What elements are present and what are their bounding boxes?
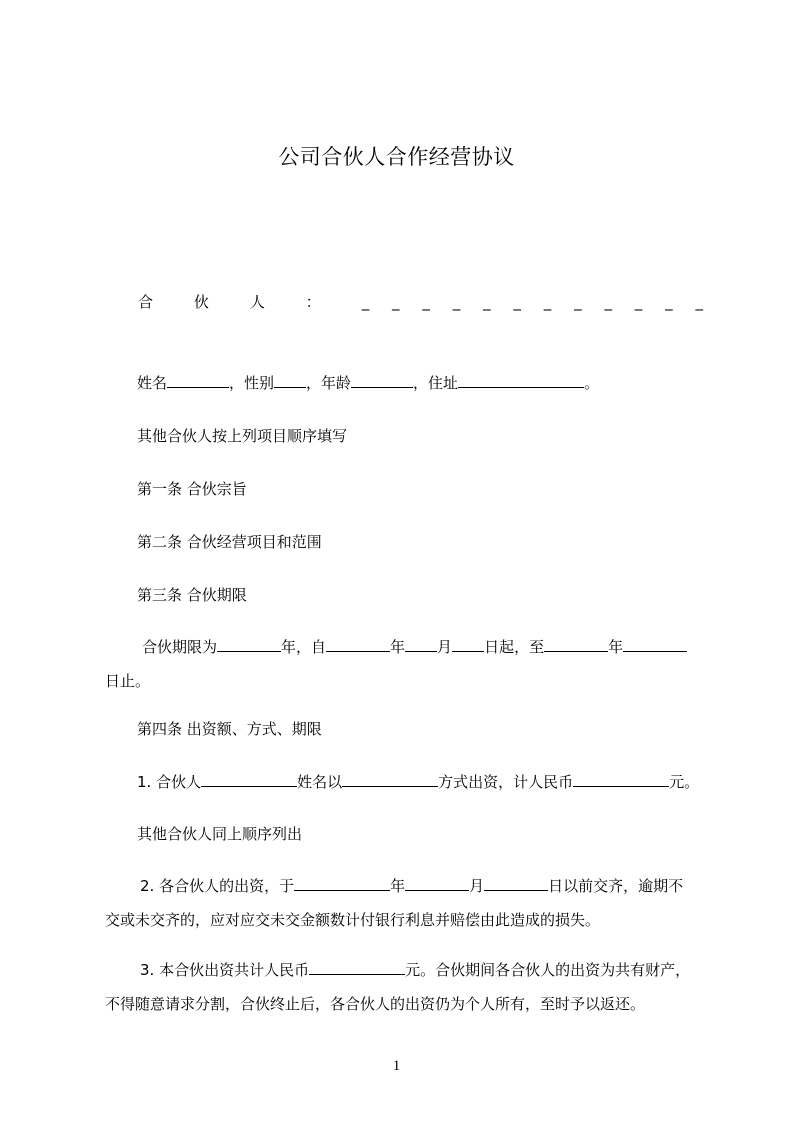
address-blank[interactable] [458,372,584,388]
partner-char: 伙 [193,293,227,311]
term-text-5: 日起，至 [484,638,545,656]
partner-blank-char: _ [361,293,370,311]
partner-blank-char: _ [604,293,612,311]
page-number: 1 [392,1058,401,1074]
partner-blank-char: _ [695,293,703,311]
partner-blank-char: _ [665,293,673,311]
term-text-1: 合伙期限为 [142,638,218,656]
article-4-heading: 第四条 出资额、方式、期限 [137,720,322,738]
item-2-text-4: 日以前交齐，逾期不 [548,877,684,895]
partner-line [138,292,703,312]
item-3-text-1: 3. 本合伙出资共计人民币 [140,961,310,979]
item-1-text-4: 元。 [669,773,700,791]
item-3-text-3: 不得随意请求分割，合伙终止后，各合伙人的出资仍为个人所有，至时予以返还。 [105,995,646,1013]
partner-info-line [137,372,599,393]
partner-blank-char: _ [392,293,400,311]
partner-char: ： [305,293,339,311]
item-3-paragraph [105,953,703,1021]
term-text-2: 年，自 [281,638,327,656]
total-capital-blank[interactable] [309,959,405,975]
item-1-text-1: 1. 合伙人 [137,773,202,791]
item-2-text-1: 2. 各合伙人的出资，于 [140,877,295,895]
deadline-day-blank[interactable] [484,875,548,891]
partner-char: 合 [138,293,172,311]
gender-blank[interactable] [274,372,306,388]
contribution-method-blank[interactable] [342,771,438,787]
item-2-paragraph [105,869,703,937]
start-year-blank[interactable] [326,636,390,652]
others-list-note: 其他合伙人同上顺序列出 [137,825,303,843]
item-2-text-3: 月 [469,877,485,895]
partner-name-blank[interactable] [201,771,297,787]
item-1-text-3: 方式出资，计人民币 [438,773,574,791]
item-1-line [137,771,699,792]
item-3-text-2: 元。合伙期间各合伙人的出资为共有财产， [405,961,691,979]
age-label: ，年龄 [306,374,352,392]
partner-blank-char: _ [543,293,552,311]
partner-char: 人 [249,293,283,311]
deadline-month-blank[interactable] [405,875,469,891]
term-text-3: 年 [390,638,406,656]
article-3-heading: 第三条 合伙期限 [137,586,247,604]
partner-blank-char: _ [483,293,491,311]
partner-blank-char: _ [513,293,521,311]
term-paragraph [105,630,703,698]
info-end: 。 [584,374,600,392]
age-blank[interactable] [351,372,413,388]
start-day-blank[interactable] [452,636,484,652]
item-2-text-2: 年 [390,877,406,895]
name-blank[interactable] [167,372,229,388]
item-1-text-2: 姓名以 [297,773,343,791]
partner-blank-char: _ [634,293,643,311]
others-fill-note: 其他合伙人按上列项目顺序填写 [137,427,348,445]
term-text-6: 年 [608,638,624,656]
term-text-4: 月 [437,638,453,656]
address-label: ，住址 [413,374,459,392]
item-2-text-5: 交或未交齐的，应对应交未交金额数计付银行利息并赔偿由此造成的损失。 [105,911,601,929]
deadline-year-blank[interactable] [294,875,390,891]
contribution-amount-blank[interactable] [573,771,669,787]
name-label: 姓名 [137,374,168,392]
partner-blank-char: _ [452,293,461,311]
partner-blank-char: _ [422,293,430,311]
partner-blank-char: _ [574,293,582,311]
end-year-blank[interactable] [544,636,608,652]
gender-label: ，性别 [229,374,275,392]
article-1-heading: 第一条 合伙宗旨 [137,480,247,498]
article-2-heading: 第二条 合伙经营项目和范围 [137,533,322,551]
end-month-blank[interactable] [623,636,687,652]
document-title: 公司合伙人合作经营协议 [278,145,515,169]
start-month-blank[interactable] [405,636,437,652]
term-text-7: 日止。 [105,672,151,690]
term-years-blank[interactable] [217,636,281,652]
